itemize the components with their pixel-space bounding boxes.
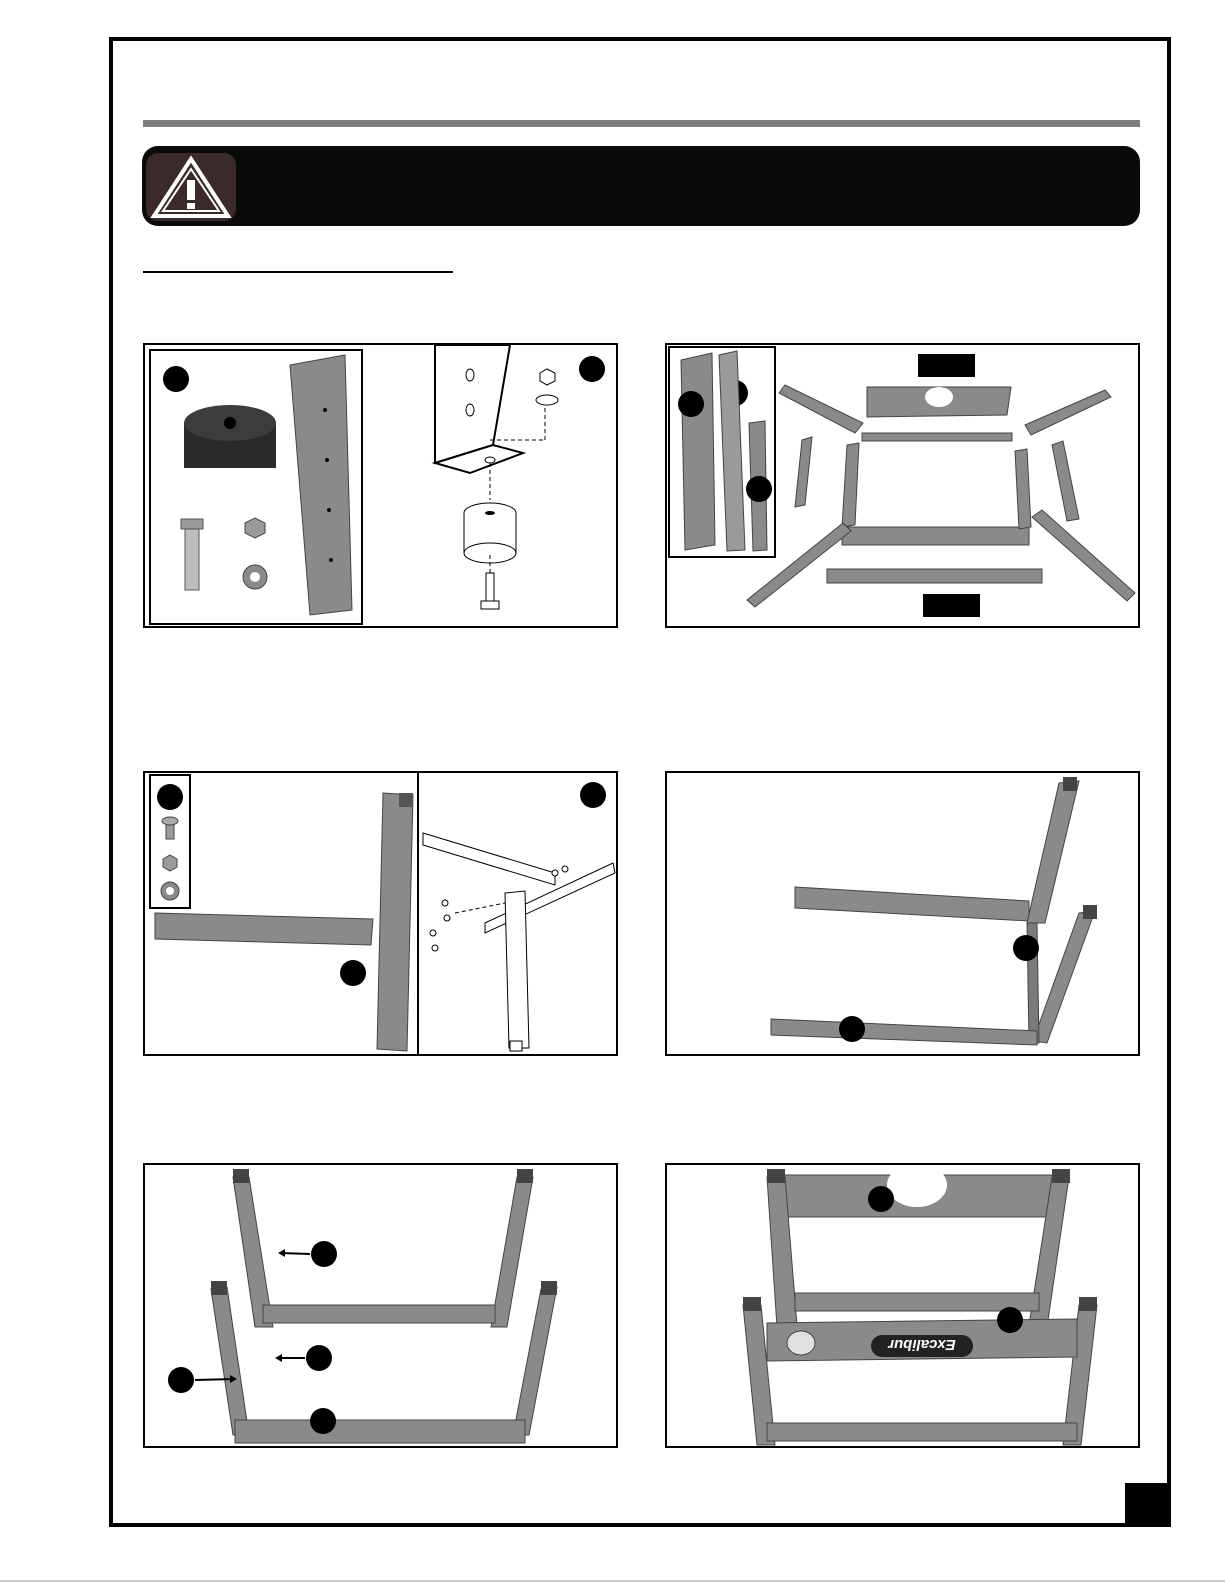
figure-3-leg-brace-assembly xyxy=(143,771,618,1056)
warning-badge xyxy=(146,153,236,221)
warning-banner xyxy=(142,146,1140,226)
figure-6-completed-stand xyxy=(665,1163,1140,1448)
figure-5-four-leg-frame xyxy=(143,1163,618,1448)
warning-triangle-icon xyxy=(146,153,236,221)
page-bottom-line xyxy=(0,1580,1225,1582)
brand-text: Excalibur xyxy=(888,1336,956,1353)
figure-4-second-leg xyxy=(665,771,1140,1056)
figure-2-stand-parts xyxy=(665,343,1140,628)
section-heading-underline xyxy=(143,271,453,273)
page-number-box xyxy=(1125,1483,1171,1527)
label-box xyxy=(923,594,980,617)
header-rule xyxy=(143,120,1140,127)
figure-1-foot-parts xyxy=(143,343,618,628)
callout xyxy=(163,366,189,392)
label-box xyxy=(918,354,975,377)
